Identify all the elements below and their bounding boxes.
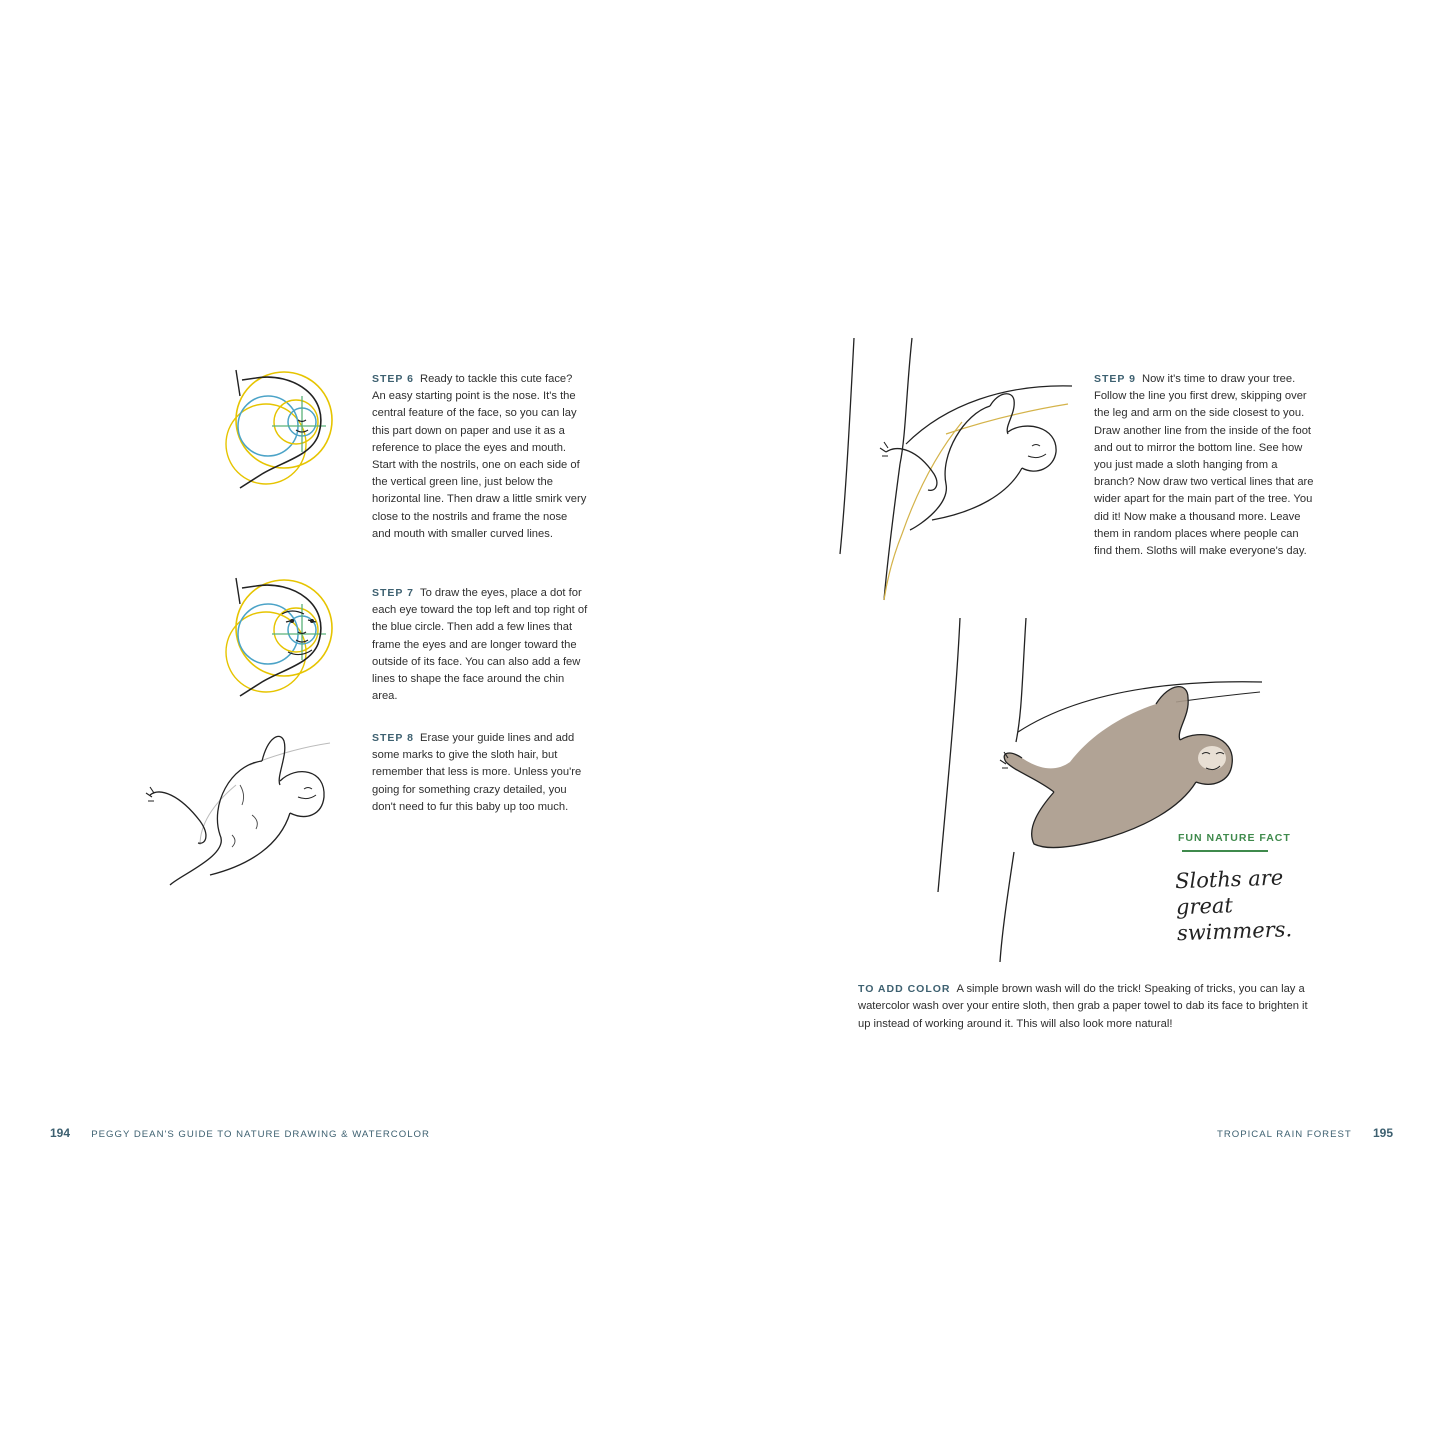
- step6-label: STEP 6: [372, 373, 414, 385]
- right-footer: [1217, 1126, 1393, 1140]
- step6-illustration: [222, 366, 334, 492]
- fun-fact-title: FUN NATURE FACT: [1178, 832, 1291, 844]
- running-head-left: PEGGY DEAN'S GUIDE TO NATURE DRAWING & WATERCOLOR: [91, 1129, 430, 1140]
- step8-body: Erase your guide lines and add some marks to give the sloth hair, but remember that less is more. Unless you're going for something crazy detailed, you don't need to fur this baby up too much.: [372, 732, 582, 813]
- step7-label: STEP 7: [372, 587, 414, 599]
- step9-text: [1094, 371, 1316, 560]
- page-number-left: 194: [50, 1126, 71, 1140]
- step8-label: STEP 8: [372, 732, 414, 744]
- step9-label: STEP 9: [1094, 373, 1136, 385]
- add-color-note: [858, 981, 1316, 1033]
- step6-body: Ready to tackle this cute face? An easy starting point is the nose. It's the central feature of the face, so you can lay this part down on paper and use it as a reference to place the eyes and mouth. Start with the nostrils, one on each side of the vertical green line, just below the horizontal line. Then draw a little smirk very close to the nostrils and frame the nose and mouth with smaller curved lines.: [372, 373, 587, 540]
- step9-illustration: [836, 334, 1074, 604]
- step6-text: [372, 371, 588, 543]
- left-footer: [50, 1126, 430, 1140]
- add-color-label: TO ADD COLOR: [858, 983, 951, 995]
- fun-fact-text: Sloths are great swimmers.: [1174, 865, 1293, 946]
- step7-text: [372, 585, 588, 705]
- step8-text: [372, 730, 588, 816]
- page-number-right: 195: [1372, 1126, 1393, 1140]
- fun-fact-underline: [1182, 850, 1268, 852]
- step9-body: Now it's time to draw your tree. Follow the line you first drew, skipping over the leg and arm on the side closest to you. Draw another line from the inside of the foot and out to mirror the bottom line. See how you just made a sloth hanging from a branch? Now draw two vertical lines that are wider apart for the main part of the tree. You did it! Now make a thousand more. Leave them in random places where people can find them. Sloths will make everyone's day.: [1094, 373, 1314, 558]
- step8-illustration: [140, 725, 340, 893]
- add-color-body: A simple brown wash will do the trick! Speaking of tricks, you can lay a watercolor wash over your entire sloth, then grab a paper towel to dab its face to brighten it up instead of working around it. This will also look more natural!: [858, 983, 1308, 1030]
- step7-body: To draw the eyes, place a dot for each eye toward the top left and top right of the blue circle. Then add a few lines that frame the eyes and are longer toward the outside of its face. You can also add a few lines to shape the face around the chin area.: [372, 587, 588, 703]
- running-head-right: TROPICAL RAIN FOREST: [1216, 1129, 1352, 1140]
- left-page: [0, 0, 722, 1445]
- step7-illustration: [222, 574, 334, 700]
